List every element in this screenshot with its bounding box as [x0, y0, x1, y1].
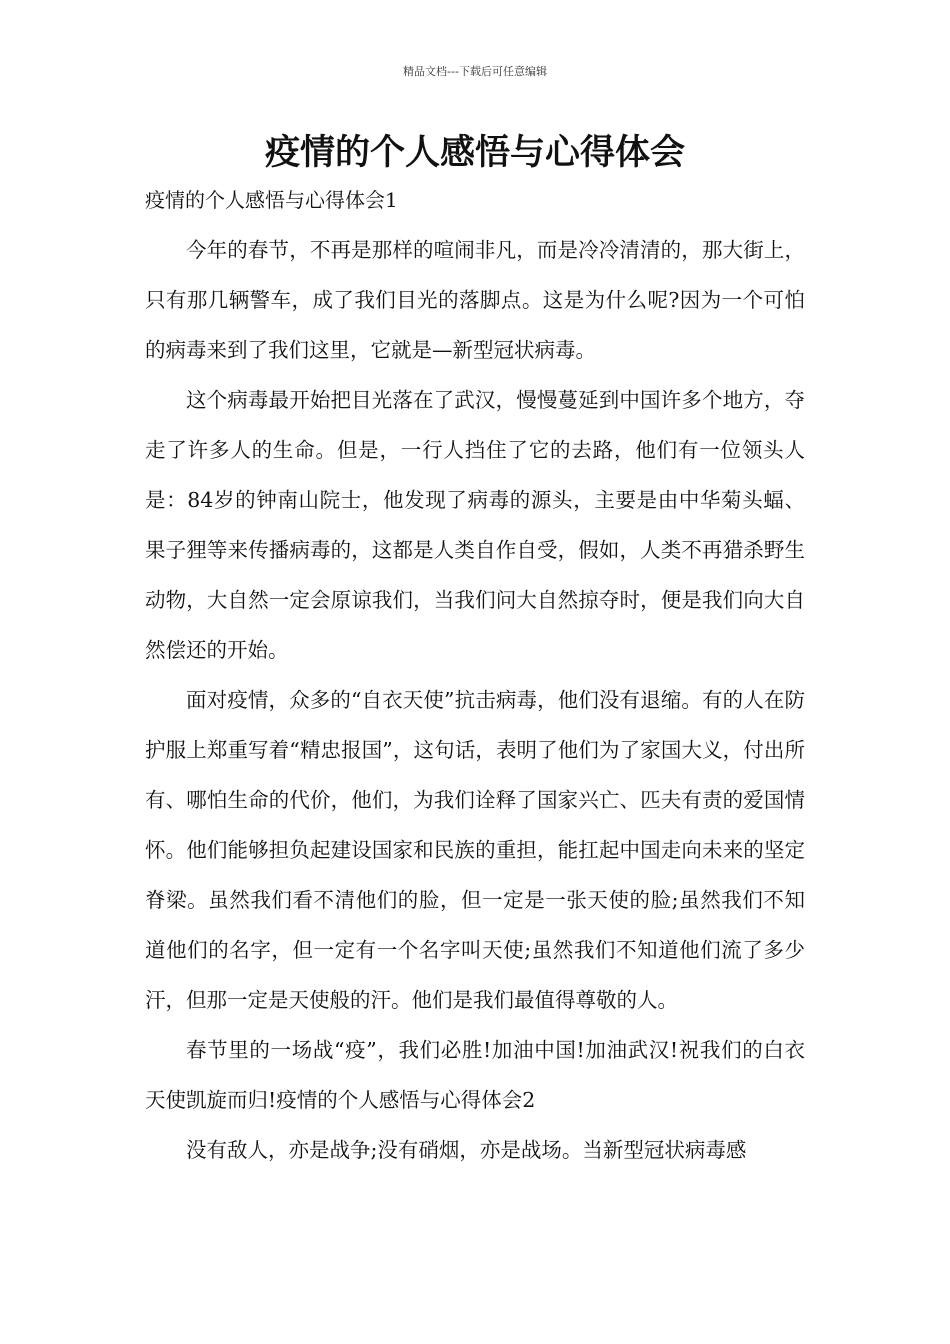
paragraph-5: 没有敌人，亦是战争;没有硝烟，亦是战场。当新型冠状病毒感: [186, 1138, 747, 1162]
paragraph-3: 面对疫情，众多的“自衣天使”抗击病毒，他们没有退缩。有的人在防护服上郑重写着“精忠报国”，这句话，表明了他们为了家国大义，付出所有、哪怕生命的代价，他们，为我们诠释了国家兴亡、匹夫有责的爱国情怀。他们能够担负起建设国家和民族的重担，能扛起中国走向未来的坚定脊梁。虽然我们看不清他们的脸，但一定是一张天使的脸;虽然我们不知道他们的名字，但一定有一个名字叫天使;虽然我们不知道他们流了多少汗，但那一定是天使般的汗。他们是我们最值得尊敬的人。: [145, 688, 805, 1012]
document-body: [145, 175, 805, 1175]
paragraph-2: 这个病毒最开始把目光落在了武汉，慢慢蔓延到中国许多个地方，夺走了许多人的生命。但是，一行人挡住了它的去路，他们有一位领头人是：84岁的钟南山院士，他发现了病毒的源头，主要是由中华菊头蝠、果子狸等来传播病毒的，这都是人类自作自受，假如，人类不再猎杀野生动物，大自然一定会原谅我们，当我们问大自然掠夺时，便是我们向大自然偿还的开始。: [145, 388, 805, 662]
paragraph-1: 今年的春节，不再是那样的喧闹非凡，而是冷冷清清的，那大街上，只有那几辆警车，成了我们目光的落脚点。这是为什么呢?因为一个可怕的病毒来到了我们这里，它就是—新型冠状病毒。: [145, 238, 805, 362]
document-title: 疫情的个人感悟与心得体会: [264, 132, 685, 173]
section-heading: 疫情的个人感悟与心得体会1: [145, 188, 398, 212]
paragraph-4: 春节里的一场战“疫”，我们必胜!加油中国!加油武汉!祝我们的白衣天使凯旋而归!疫情的个人感悟与心得体会2: [145, 1038, 805, 1112]
page-header: 精品文档---下载后可任意编辑: [403, 65, 547, 78]
